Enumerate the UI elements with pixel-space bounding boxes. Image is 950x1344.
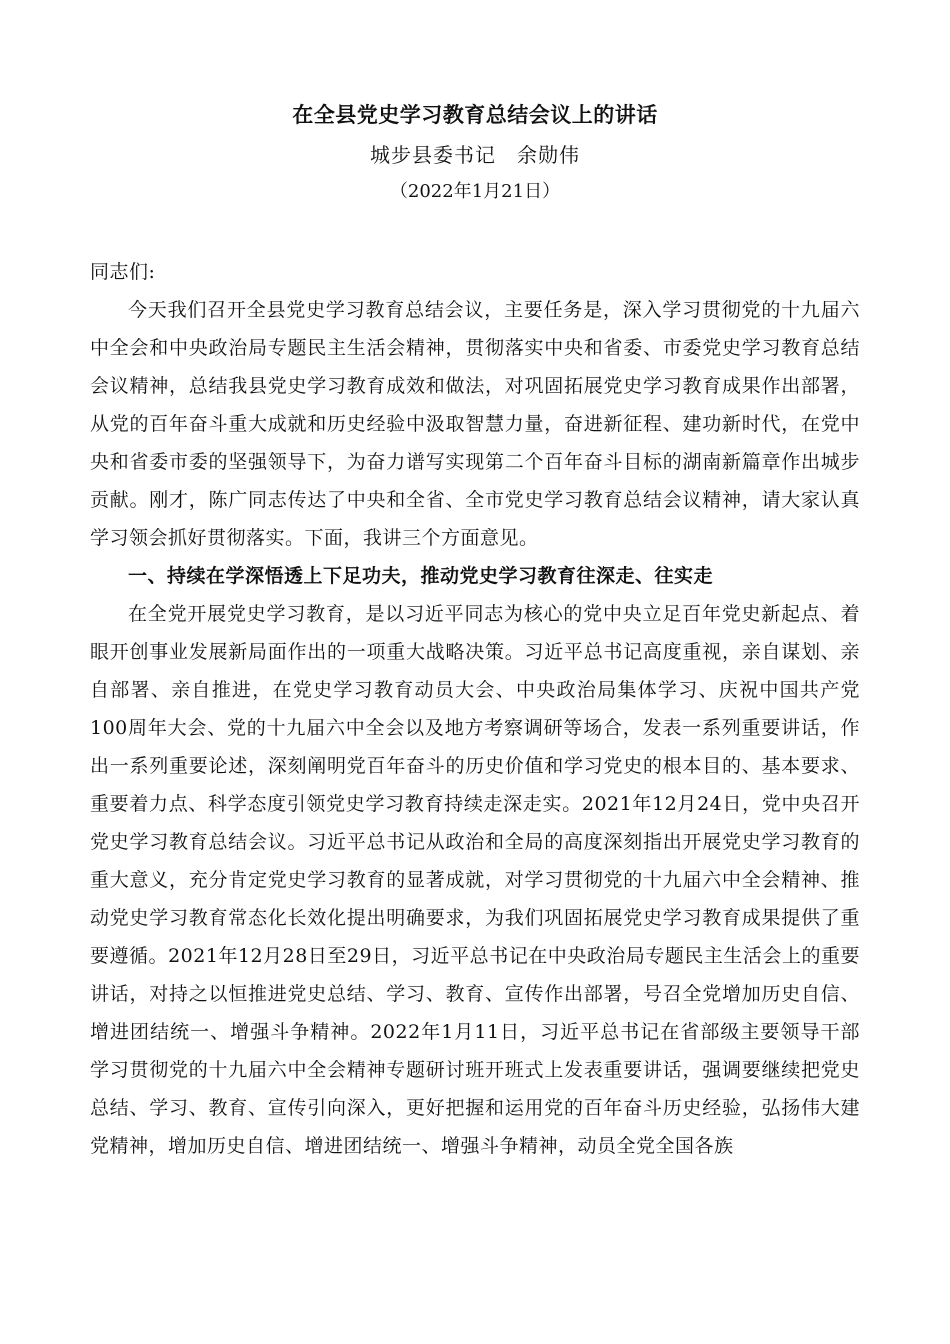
paragraph-section-1: 在全党开展党史学习教育，是以习近平同志为核心的党中央立足百年党史新起点、着眼开创事业发展新局面作出的一项重大战略决策。习近平总书记高度重视，亲自谋划、亲自部署、亲自推进，在党史学习教育动员大会、中央政治局集体学习、庆祝中国共产党100周年大会、党的十九届六中全会以及地方考察调研等场合，发表一系列重要讲话，作出一系列重要论述，深刻阐明党百年奋斗的历史价值和学习党史的根本目的、基本要求、重要着力点、科学态度引领党史学习教育持续走深走实。2021年12月24日，党中央召开党史学习教育总结会议。习近平总书记从政治和全局的高度深刻指出开展党史学习教育的重大意义，充分肯定党史学习教育的显著成就，对学习贯彻党的十九届六中全会精神、推动党史学习教育常态化长效化提出明确要求，为我们巩固拓展党史学习教育成果提供了重要遵循。2021年12月28日至29日，习近平总书记在中央政治局专题民主生活会上的重要讲话，对持之以恒推进党史总结、学习、教育、宣传作出部署，号召全党增加历史自信、增进团结统一、增强斗争精神。2022年1月11日，习近平总书记在省部级主要领导干部学习贯彻党的十九届六中全会精神专题研讨班开班式上发表重要讲话，强调要继续把党史总结、学习、教育、宣传引向深入，更好把握和运用党的百年奋斗历史经验，弘扬伟大建党精神，增加历史自信、增进团结统一、增强斗争精神，动员全党全国各族 — [90, 603, 860, 1157]
greeting: 同志们: — [90, 261, 156, 283]
document-title: 在全县党史学习教育总结会议上的讲话 — [292, 102, 658, 127]
paragraph-intro: 今天我们召开全县党史学习教育总结会议，主要任务是，深入学习贯彻党的十九届六中全会和中央政治局专题民主生活会精神，贯彻落实中央和省委、市委党史学习教育总结会议精神，总结我县党史学习教育成效和做法，对巩固拓展党史学习教育成果作出部署，从党的百年奋斗重大成就和历史经验中汲取智慧力量，奋进新征程、建功新时代，在党中央和省委市委的坚强领导下，为奋力谱写实现第二个百年奋斗目标的湖南新篇章作出城步贡献。刚才，陈广同志传达了中央和全省、全市党史学习教育总结会议精神，请大家认真学习领会抓好贯彻落实。下面，我讲三个方面意见。 — [90, 299, 860, 549]
document-body — [90, 253, 860, 1165]
document-author: 城步县委书记 余勋伟 — [370, 143, 580, 167]
document-date: （2022年1月21日） — [389, 181, 561, 202]
section-heading-1: 一、持续在学深悟透上下足功夫，推动党史学习教育往深走、往实走 — [128, 565, 714, 587]
document-page — [90, 94, 860, 1165]
